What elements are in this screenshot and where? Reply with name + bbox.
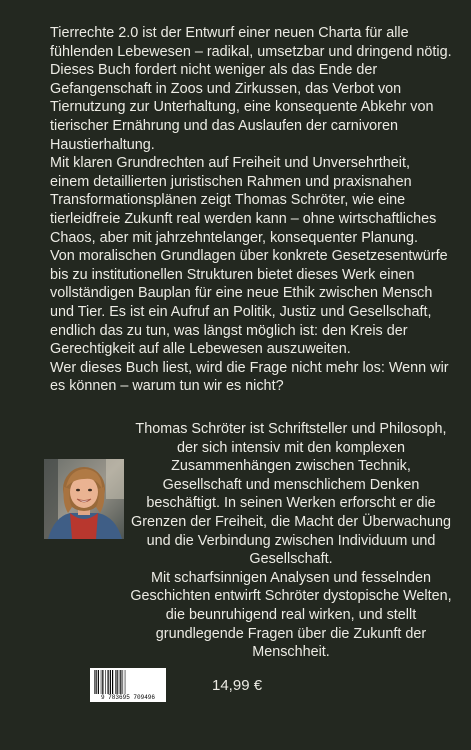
author-portrait-icon <box>44 459 124 539</box>
barcode-bar <box>125 670 126 694</box>
barcode-bar <box>119 670 120 694</box>
blurb-paragraph: Mit klaren Grundrechten auf Freiheit und Unversehrtheit, einem detaillierten juristischen Rahmen und praxisnahen Transformationsplänen zeigt Thomas Schröter, wie eine tierleidfreie Zukunft real werden kann – ohne wirtschaftliches Chaos, aber mit jahrzehntelanger, konsequenter Planung. <box>50 155 437 246</box>
barcode-bar <box>115 670 116 694</box>
barcode-icon <box>93 670 163 694</box>
back-cover-blurb <box>50 24 452 396</box>
blurb-paragraph: Wer dieses Buch liest, wird die Frage nicht mehr los: Wenn wir es können – warum tun wir es nicht? <box>50 359 449 395</box>
barcode-bar <box>120 670 121 694</box>
author-portrait <box>44 459 124 539</box>
barcode-bar <box>117 670 118 694</box>
barcode-bar <box>112 670 113 694</box>
price: 14,99 € <box>212 677 263 694</box>
barcode-bar <box>98 670 99 694</box>
isbn-digits: 9 783695 709496 <box>100 694 155 701</box>
blurb-paragraph: Von moralischen Grundlagen über konkrete Gesetzesentwürfe bis zu institutionellen Strukturen bietet dieses Werk einen vollständigen Bauplan für eine neue Ethik zwischen Mensch und Tier. Es ist ein Aufruf an Politik, Justiz und Gesellschaft, endlich das zu tun, was längst möglich ist: den Kreis der Gerechtigkeit auf alle Lebewesen auszuweiten. <box>50 248 448 358</box>
blurb-paragraph: Tierrechte 2.0 ist der Entwurf einer neuen Charta für alle fühlenden Lebewesen – radikal, umsetzbar und dringend nötig. Dieses Buch fordert nicht weniger als das Ende der Gefangenschaft in Zoos und Zirkussen, das Verbot von Tiernutzung zur Unterhaltung, eine konsequente Abkehr von tierischer Ernährung und das Auslaufen der carnivoren Haustierhaltung. <box>50 25 452 153</box>
barcode-bar <box>110 670 111 694</box>
author-bio-paragraph: Mit scharfsinnigen Analysen und fesselnden Geschichten entwirft Schröter dystopische Welten, die beunruhigend real wirken, und stellt grundlegende Fragen über die Zukunft der Menschheit. <box>130 569 452 661</box>
barcode-bar <box>102 670 103 694</box>
barcode-bar <box>96 670 97 694</box>
barcode-bar <box>108 670 109 694</box>
barcode-bar <box>94 670 95 694</box>
barcode-bar <box>105 670 106 694</box>
isbn-barcode <box>90 668 166 702</box>
author-bio <box>130 420 452 662</box>
barcode-bar <box>123 670 124 694</box>
barcode-bar <box>101 670 102 694</box>
author-bio-paragraph: Thomas Schröter ist Schriftsteller und Philosoph, der sich intensiv mit den komplexen Zusammenhängen zwischen Technik, Gesellschaft und menschlichem Denken beschäftigt. In seinen Werken erforscht er die Grenzen der Freiheit, die Macht der Überwachung und die Verbindung zwischen Individuum und Gesellschaft. <box>131 421 451 568</box>
